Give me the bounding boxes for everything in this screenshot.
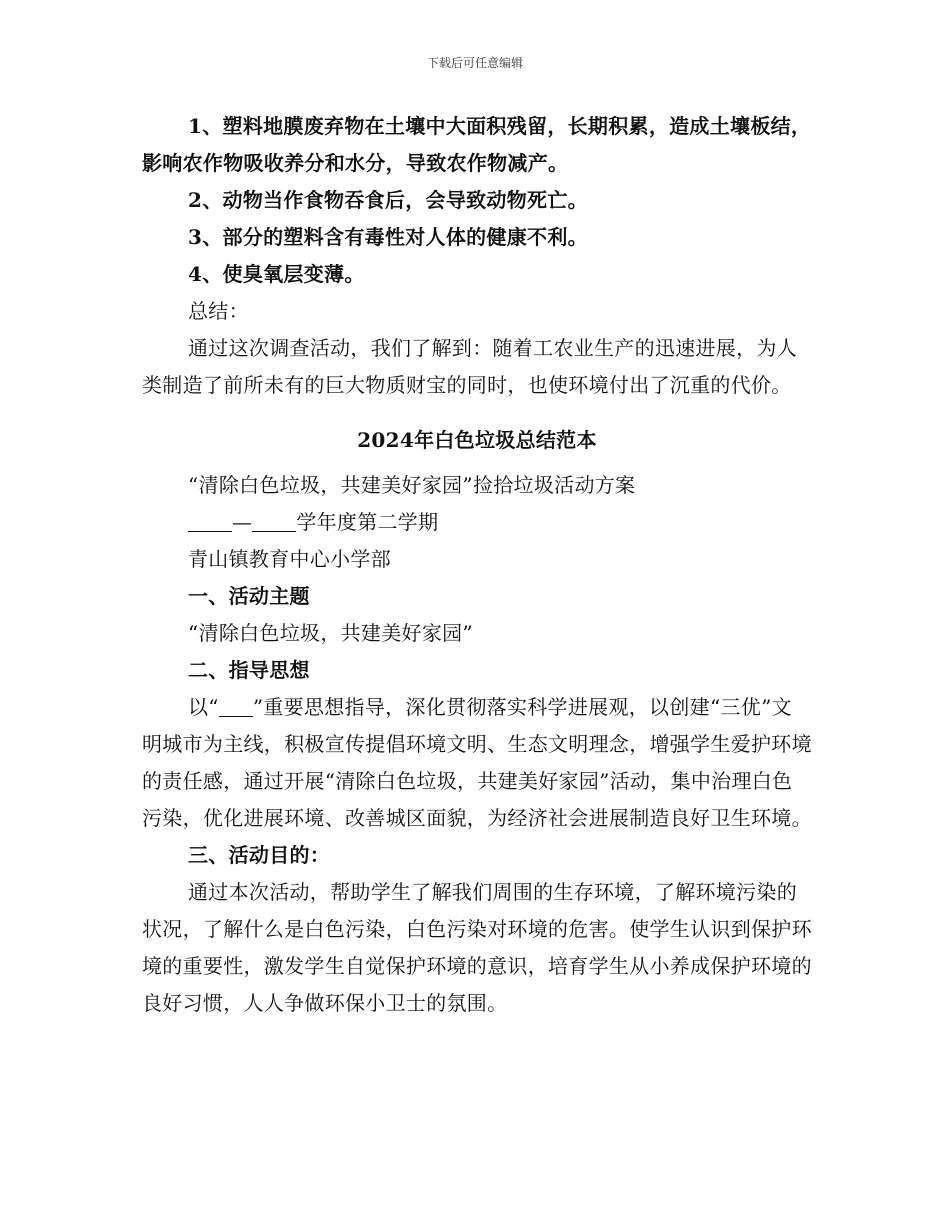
school-name: 青山镇教育中心小学部	[188, 547, 391, 571]
section2-text	[142, 689, 812, 837]
section3-text: 通过本次活动，帮助学生了解我们周围的生存环境，了解环境污染的状况，了解什么是白色污染，白色污染对环境的危害。使学生认识到保护环境的重要性，激发学生自觉保护环境的意识，培育学生从小养成保护环境的良好习惯，人人争做环保小卫士的氛围。	[142, 880, 812, 1015]
blank-underline	[252, 511, 296, 532]
effect-item-2: 2、动物当作食物吞食后，会导致动物死亡。	[188, 188, 588, 212]
term-suffix: 学年度第二学期	[296, 510, 439, 534]
plan-title: “清除白色垃圾，共建美好家园”捡拾垃圾活动方案	[188, 473, 636, 497]
section1-heading: 一、活动主题	[188, 584, 310, 608]
summary-label: 总结：	[188, 299, 249, 323]
summary-text: 通过这次调查活动，我们了解到：随着工农业生产的迅速进展，为人类制造了前所未有的巨大物质财宝的同时，也使环境付出了沉重的代价。	[142, 336, 797, 397]
document-body	[142, 108, 812, 1022]
effect-item-4: 4、使臭氧层变薄。	[188, 262, 365, 286]
term-dash: —	[232, 510, 253, 534]
section3-heading: 三、活动目的：	[188, 843, 331, 867]
section2-body: ”重要思想指导，深化贯彻落实科学进展观，以创建“三优”文明城市为主线，积极宣传提倡环境文明、生态文明理念，增强学生爱护环境的责任感，通过开展“清除白色垃圾，共建美好家园”活动，集中治理白色污染，优化进展环境、改善城区面貌，为经济社会进展制造良好卫生环境。	[142, 695, 812, 830]
page-header: 下载后可任意编辑	[426, 56, 523, 70]
section2-prefix: 以“	[188, 695, 219, 719]
section2-heading: 二、指导思想	[188, 658, 310, 682]
effect-item-3: 3、部分的塑料含有毒性对人体的健康不利。	[188, 225, 588, 249]
section1-text: “清除白色垃圾，共建美好家园”	[188, 621, 473, 645]
blank-underline	[219, 696, 253, 717]
term-line	[142, 504, 812, 541]
blank-underline	[188, 511, 232, 532]
effect-item-1: 1、塑料地膜废弃物在土壤中大面积残留，长期积累，造成土壤板结，影响农作物吸收养分和水分，导致农作物减产。	[142, 114, 812, 175]
document-title: 2024年白色垃圾总结范本	[357, 428, 597, 452]
